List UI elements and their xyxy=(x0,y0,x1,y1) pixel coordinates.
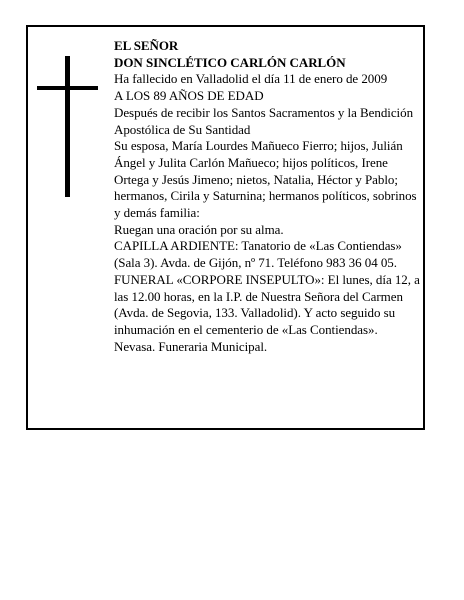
cross-icon xyxy=(65,56,70,197)
prayer-request: Ruegan una oración por su alma. xyxy=(114,221,284,237)
funeral-home: Nevasa. Funeraria Municipal. xyxy=(114,338,268,354)
deceased-age: A LOS 89 AÑOS DE EDAD xyxy=(114,88,264,104)
cross-icon-crossbar xyxy=(37,86,98,90)
chapel-info: CAPILLA ARDIENTE: Tanatorio de «Las Contiendas» (Sala 3). Avda. de Gijón, nº 71. Teléfono 983 36 04 05. xyxy=(114,238,402,271)
sacraments-statement: Después de recibir los Santos Sacramentos y la Bendición Apostólica de Su Santidad xyxy=(114,104,414,137)
funeral-info: FUNERAL «CORPORE INSEPULTO»: El lunes, día 12, a las 12.00 horas, en la I.P. de Nuestra Señora del Carmen (Avda. de Segovia, 133. Valladolid). Y acto seguido su inhumación en el cementerio de «Las Contiendas». xyxy=(114,271,420,337)
notice-heading-title: EL SEÑOR xyxy=(114,38,179,53)
family-list: Su esposa, María Lourdes Mañueco Fierro; hijos, Julián Ángel y Julita Carlón Mañueco; hijos políticos, Irene Ortega y Jesús Jimeno; nietos, Natalia, Héctor y Pablo; hermanos, Cirila y Saturnina; hermanos políticos, sobrinos y demás familia: xyxy=(114,138,417,221)
deceased-name: DON SINCLÉTICO CARLÓN CARLÓN xyxy=(114,54,346,70)
death-date-place: Ha fallecido en Valladolid el día 11 de enero de 2009 xyxy=(114,71,388,87)
obituary-text-block xyxy=(114,38,420,355)
